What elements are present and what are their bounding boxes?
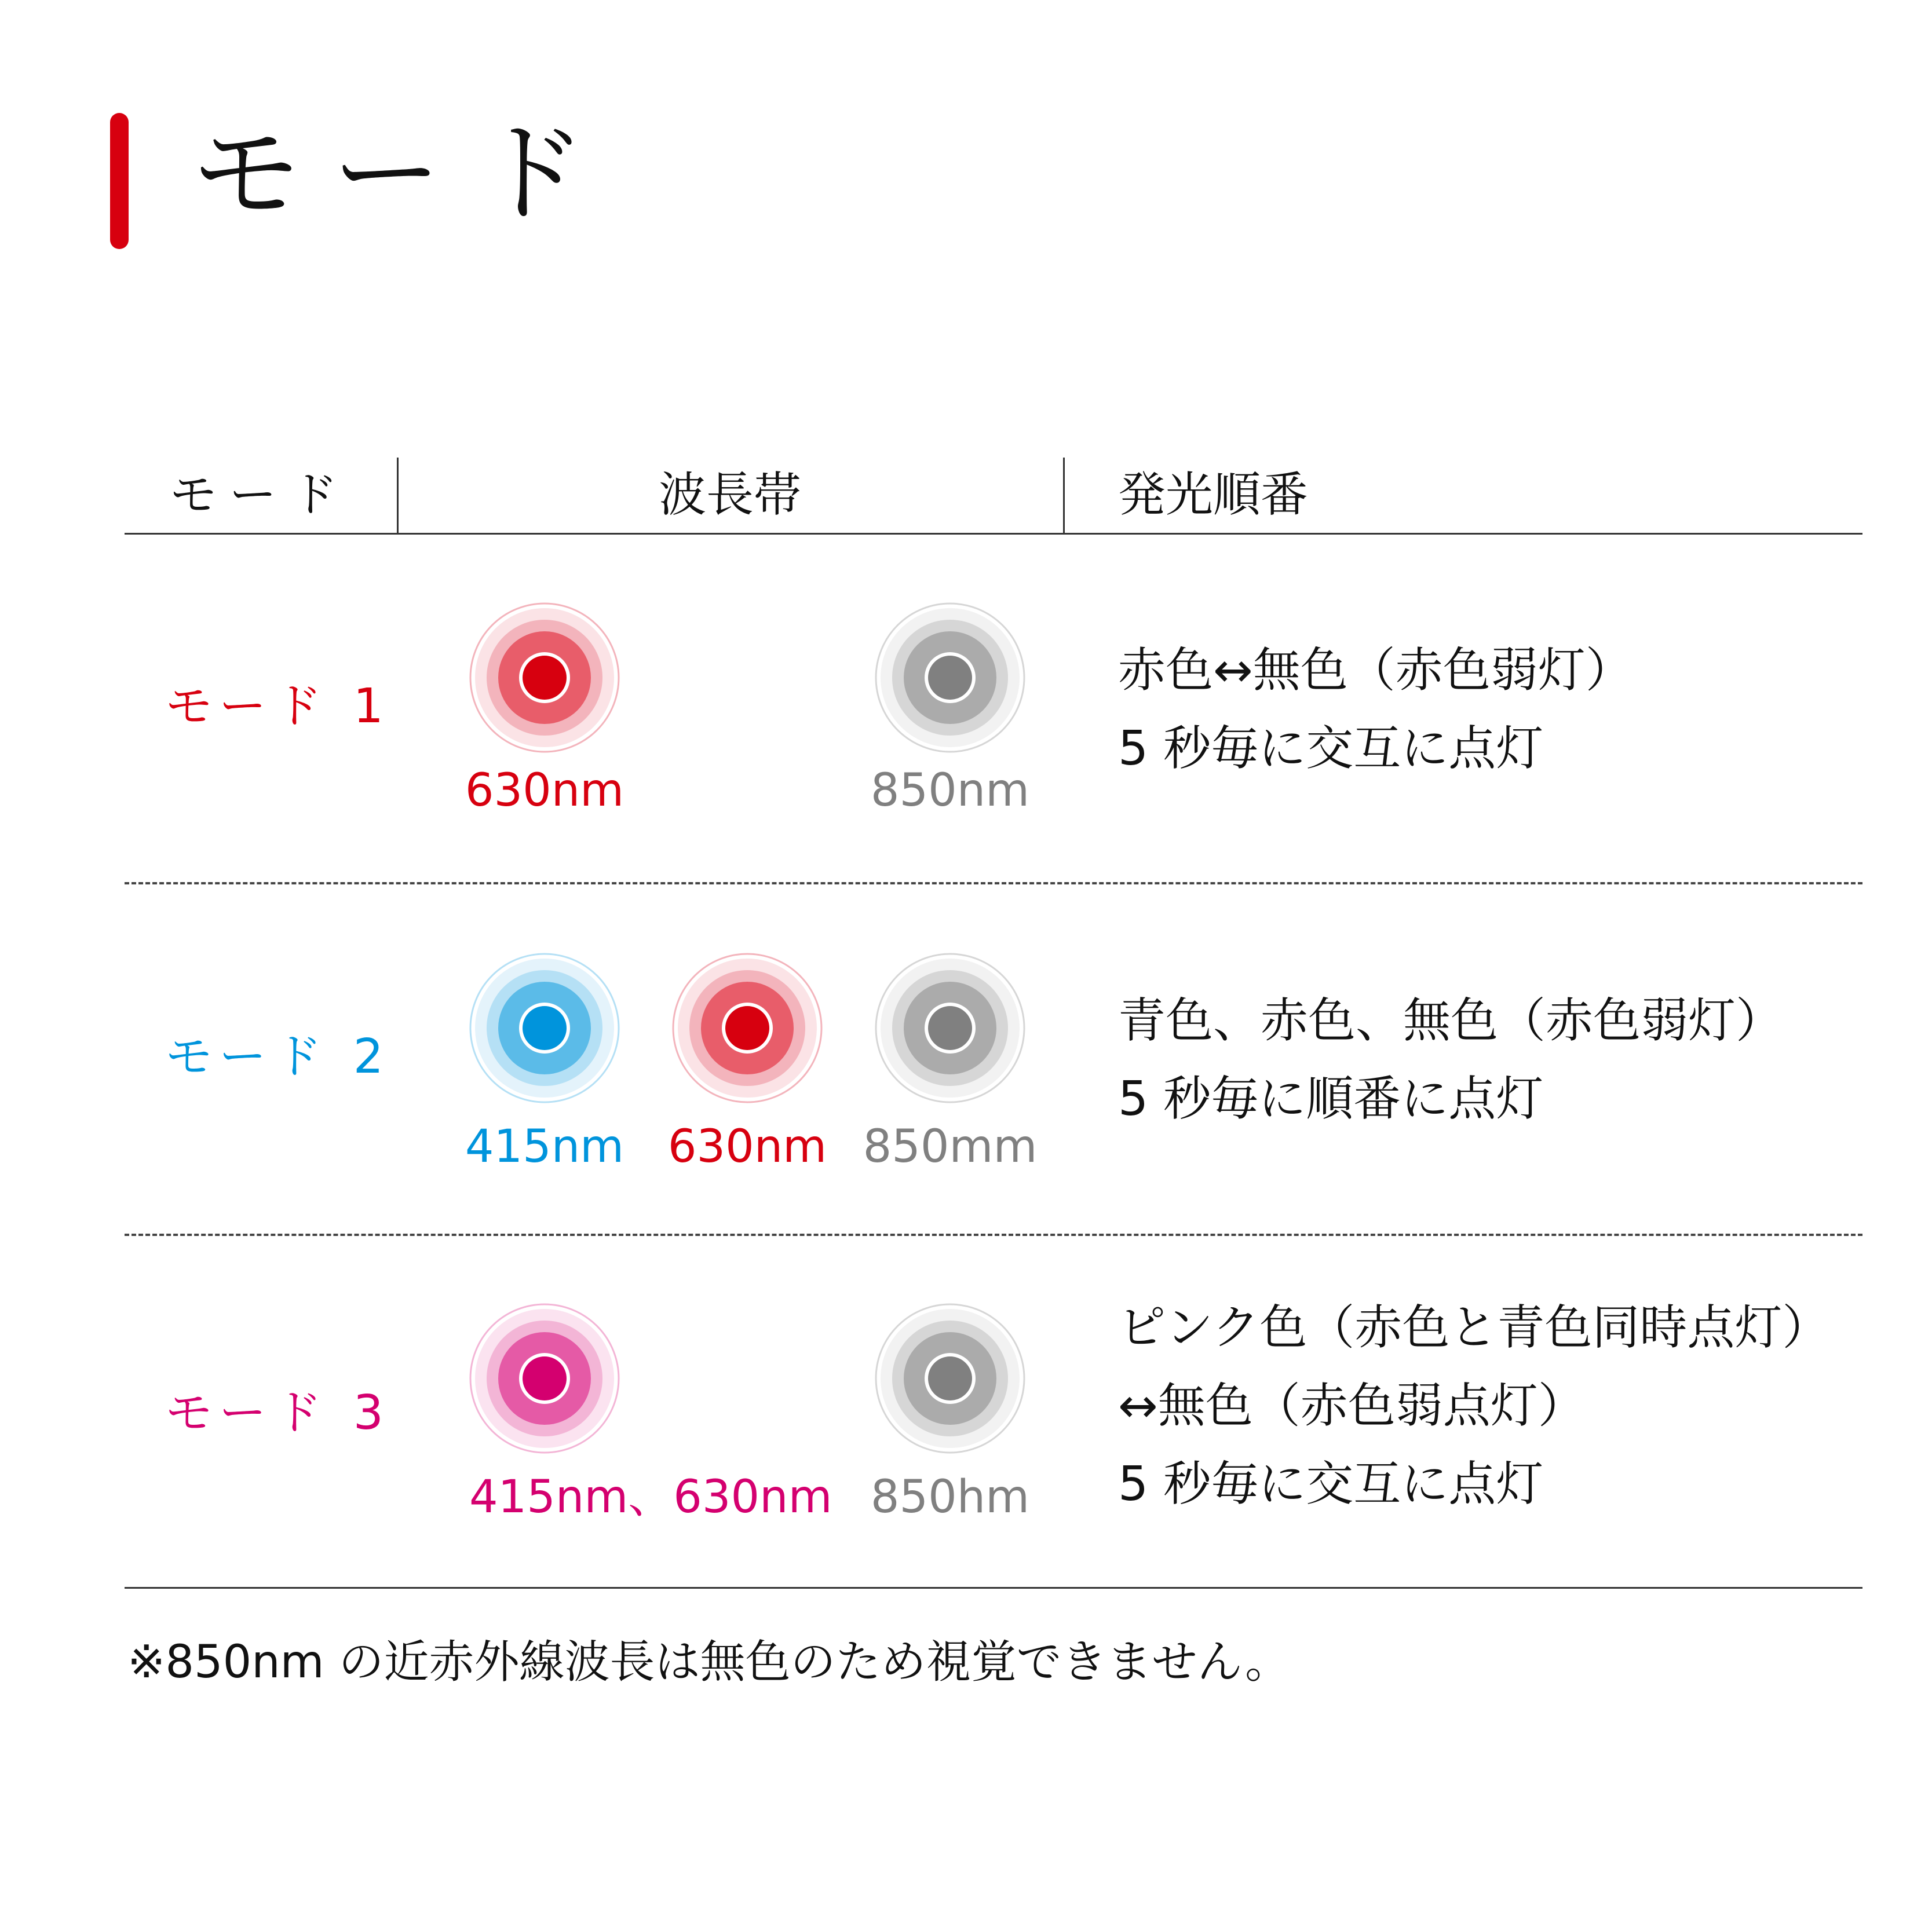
- header-mode: モード: [169, 467, 352, 522]
- led-415-icon: [469, 953, 620, 1103]
- description-line: 青色、赤色、無色（赤色弱灯）: [1118, 993, 1784, 1048]
- description-line: 5 秒毎に交互に点灯: [1118, 721, 1544, 776]
- mode-1-label: モード 1: [165, 679, 392, 734]
- mode-2-label: モード 2: [165, 1029, 392, 1084]
- wavelength-label: 850nm: [870, 765, 1030, 817]
- footnote: ※850nm の近赤外線波長は無色のため視覚できません。: [127, 1636, 1291, 1688]
- mode-3-label: モード 3: [165, 1385, 392, 1440]
- table-header: [125, 458, 1862, 533]
- wavelength-label: 850hm: [870, 1471, 1030, 1523]
- led-ring: [523, 656, 567, 700]
- wavelength-label: 415nm、630nm: [469, 1471, 832, 1523]
- led-ring: [928, 1006, 972, 1050]
- header-divider: [1063, 458, 1065, 533]
- led-ring: [523, 1356, 567, 1400]
- led-ring: [928, 1356, 972, 1400]
- header-order: 発光順番: [1118, 467, 1309, 522]
- header-wavelength: 波長帯: [658, 467, 801, 522]
- page-title: モード: [191, 109, 622, 237]
- description-line: 5 秒毎に順番に点灯: [1118, 1071, 1544, 1127]
- led-850-icon: [875, 1303, 1025, 1454]
- wavelength-label: 415nm: [465, 1121, 624, 1173]
- mode-3-description: [1118, 1289, 1829, 1523]
- description-line: ↔無色（赤色弱点灯）: [1118, 1378, 1586, 1433]
- row-divider: [125, 1234, 1862, 1236]
- table-bottom-rule: [125, 1587, 1862, 1589]
- mode-1-description: [1118, 631, 1633, 788]
- led-ring: [523, 1006, 567, 1050]
- led-630-icon: [469, 602, 620, 753]
- led-ring: [928, 656, 972, 700]
- mode-2-description: [1118, 982, 1783, 1138]
- header-rule: [125, 533, 1862, 535]
- led-850-icon: [875, 953, 1025, 1103]
- description-line: 5 秒毎に交互に点灯: [1118, 1457, 1544, 1512]
- led-415-630-icon: [469, 1303, 620, 1454]
- led-850-icon: [875, 602, 1025, 753]
- wavelength-label: 630nm: [667, 1121, 827, 1173]
- wavelength-label: 850mm: [863, 1121, 1038, 1173]
- title-accent-bar: [110, 113, 129, 249]
- row-divider: [125, 882, 1862, 884]
- wavelength-label: 630nm: [465, 765, 624, 817]
- led-ring: [725, 1006, 769, 1050]
- led-630-icon: [672, 953, 823, 1103]
- description-line: ピンク色（赤色と青色同時点灯）: [1118, 1300, 1830, 1355]
- description-line: 赤色↔無色（赤色弱灯）: [1118, 643, 1633, 698]
